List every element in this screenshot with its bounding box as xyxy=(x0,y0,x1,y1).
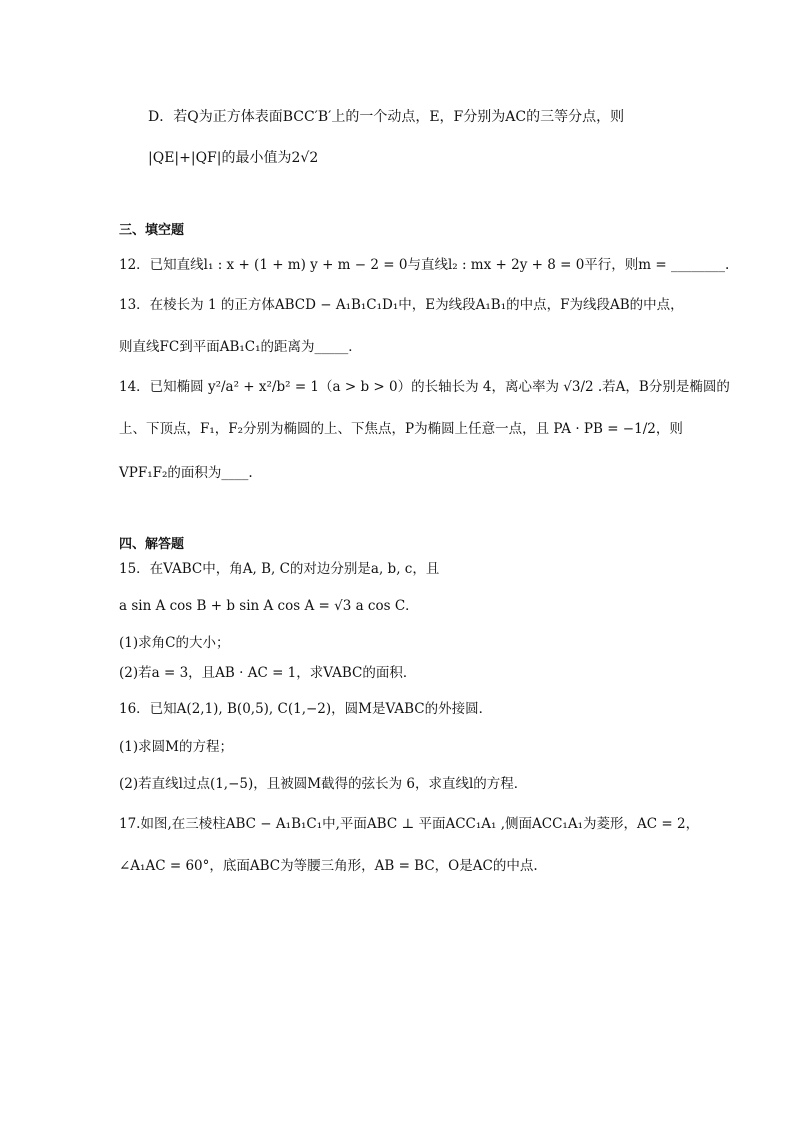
question-15-equation: a sin A cos B + b sin A cos A = √3 a cos C． xyxy=(119,598,419,614)
question-14: 14．已知椭圆 y²/a² + x²/b² = 1（a > b > 0）的长轴长为 4，离心率为 √3/2 .若A，B分别是椭圆的 xyxy=(119,379,730,395)
question-16-part-2: (2)若直线l过点(1,−5)，且被圆M截得的弦长为 6，求直线l的方程． xyxy=(119,776,528,792)
question-17: 17.如图,在三棱柱ABC − A₁B₁C₁中,平面ABC ⊥ 平面ACC₁A₁ ,侧面ACC₁A₁为菱形，AC = 2， xyxy=(119,816,700,832)
section-answer-heading: 四、解答题 xyxy=(119,537,185,552)
question-14-cont2: VPF₁F₂的面积为____. xyxy=(119,465,253,481)
question-13: 13．在棱长为 1 的正方体ABCD − A₁B₁C₁D₁中，E为线段A₁B₁的中点，F为线段AB的中点， xyxy=(119,297,684,313)
question-16-part-1: (1)求圆M的方程； xyxy=(119,739,233,755)
question-15-part-1: (1)求角C的大小； xyxy=(119,635,230,651)
question-17-cont: ∠A₁AC = 60°，底面ABC为等腰三角形，AB = BC，O是AC的中点. xyxy=(119,858,538,874)
question-16: 16．已知A(2,1), B(0,5), C(1,−2)，圆M是VABC的外接圆． xyxy=(119,701,493,717)
question-15: 15．在VABC中，角A, B, C的对边分别是a, b, c，且 xyxy=(119,561,440,577)
q11-option-d-cont: |QE|+|QF|的最小值为2√2 xyxy=(148,150,319,166)
question-12: 12．已知直线l₁ : x + (1 + m) y + m − 2 = 0与直线l₂ : mx + 2y + 8 = 0平行，则m = ________. xyxy=(119,257,730,273)
section-fill-in-heading: 三、填空题 xyxy=(119,223,185,238)
question-15-part-2: (2)若a = 3，且AB · AC = 1，求VABC的面积． xyxy=(119,665,417,681)
q11-option-d: D．若Q为正方体表面BCC′B′上的一个动点，E，F分别为AC的三等分点，则 xyxy=(148,109,625,125)
question-13-cont: 则直线FC到平面AB₁C₁的距离为_____． xyxy=(119,339,362,355)
question-14-cont: 上、下顶点，F₁，F₂分别为椭圆的上、下焦点，P为椭圆上任意一点，且 PA · PB = −1/2，则 xyxy=(119,421,683,437)
